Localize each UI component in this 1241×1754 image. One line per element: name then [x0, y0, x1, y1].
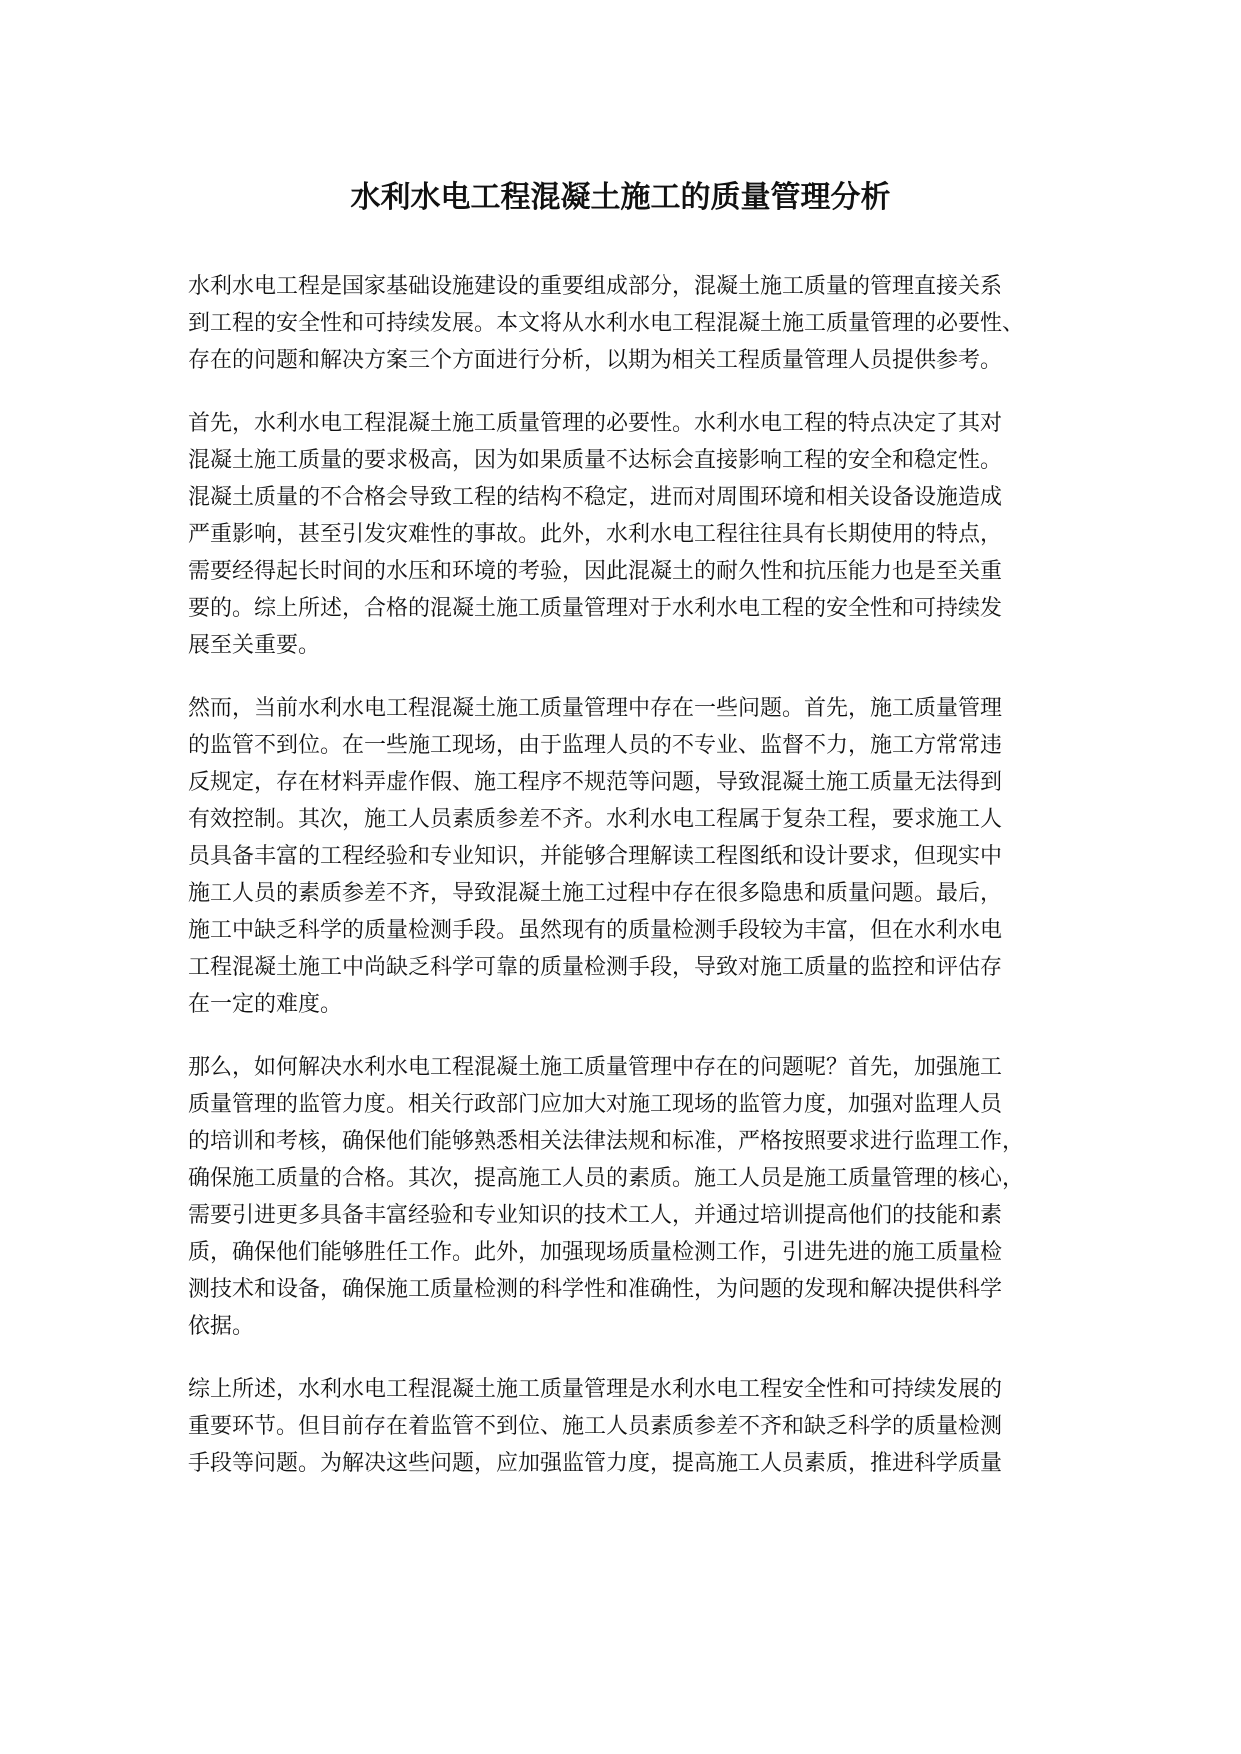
paragraph-line: 手段等问题。为解决这些问题，应加强监管力度，提高施工人员素质，推进科学质量 — [188, 1451, 1003, 1476]
paragraph-line: 需要引进更多具备丰富经验和专业知识的技术工人，并通过培训提高他们的技能和素 — [188, 1203, 1003, 1228]
paragraph-line: 测技术和设备，确保施工质量检测的科学性和准确性，为问题的发现和解决提供科学 — [188, 1277, 1003, 1302]
paragraph-line: 首先，水利水电工程混凝土施工质量管理的必要性。水利水电工程的特点决定了其对 — [188, 411, 1003, 436]
paragraph-line: 施工人员的素质参差不齐，导致混凝土施工过程中存在很多隐患和质量问题。最后， — [188, 881, 1003, 906]
paragraph-line: 质，确保他们能够胜任工作。此外，加强现场质量检测工作，引进先进的施工质量检 — [188, 1240, 1003, 1265]
paragraph-line: 水利水电工程是国家基础设施建设的重要组成部分，混凝土施工质量的管理直接关系 — [188, 274, 1003, 299]
paragraph-line: 的监管不到位。在一些施工现场，由于监理人员的不专业、监督不力，施工方常常违 — [188, 733, 1003, 758]
paragraph — [188, 690, 1078, 1023]
paragraph-line: 确保施工质量的合格。其次，提高施工人员的素质。施工人员是施工质量管理的核心， — [188, 1166, 1025, 1191]
paragraph-line: 存在的问题和解决方案三个方面进行分析，以期为相关工程质量管理人员提供参考。 — [188, 348, 1003, 373]
paragraph-line: 严重影响，甚至引发灾难性的事故。此外，水利水电工程往往具有长期使用的特点， — [188, 522, 1003, 547]
paragraph-line: 的培训和考核，确保他们能够熟悉相关法律法规和标准，严格按照要求进行监理工作， — [188, 1129, 1025, 1154]
paragraph — [188, 268, 1078, 379]
paragraph-line: 依据。 — [188, 1314, 255, 1339]
paragraph-line: 混凝土施工质量的要求极高，因为如果质量不达标会直接影响工程的安全和稳定性。 — [188, 448, 1003, 473]
document-body — [188, 268, 1078, 1508]
paragraph — [188, 1049, 1078, 1345]
paragraph-line: 要的。综上所述，合格的混凝土施工质量管理对于水利水电工程的安全性和可持续发 — [188, 596, 1003, 621]
paragraph-line: 需要经得起长时间的水压和环境的考验，因此混凝土的耐久性和抗压能力也是至关重 — [188, 559, 1003, 584]
document-title: 水利水电工程混凝土施工的质量管理分析 — [350, 180, 891, 215]
paragraph — [188, 1371, 1078, 1482]
paragraph-line: 然而，当前水利水电工程混凝土施工质量管理中存在一些问题。首先，施工质量管理 — [188, 696, 1003, 721]
paragraph-line: 员具备丰富的工程经验和专业知识，并能够合理解读工程图纸和设计要求，但现实中 — [188, 844, 1003, 869]
paragraph-line: 混凝土质量的不合格会导致工程的结构不稳定，进而对周围环境和相关设备设施造成 — [188, 485, 1003, 510]
paragraph-line: 质量管理的监管力度。相关行政部门应加大对施工现场的监管力度，加强对监理人员 — [188, 1092, 1003, 1117]
paragraph-line: 那么，如何解决水利水电工程混凝土施工质量管理中存在的问题呢？首先，加强施工 — [188, 1055, 1003, 1080]
paragraph-line: 施工中缺乏科学的质量检测手段。虽然现有的质量检测手段较为丰富，但在水利水电 — [188, 918, 1003, 943]
paragraph-line: 综上所述，水利水电工程混凝土施工质量管理是水利水电工程安全性和可持续发展的 — [188, 1377, 1003, 1402]
paragraph-line: 工程混凝土施工中尚缺乏科学可靠的质量检测手段，导致对施工质量的监控和评估存 — [188, 955, 1003, 980]
paragraph-line: 在一定的难度。 — [188, 992, 343, 1017]
paragraph-line: 到工程的安全性和可持续发展。本文将从水利水电工程混凝土施工质量管理的必要性、 — [188, 311, 1025, 336]
paragraph — [188, 405, 1078, 664]
paragraph-line: 有效控制。其次，施工人员素质参差不齐。水利水电工程属于复杂工程，要求施工人 — [188, 807, 1003, 832]
paragraph-line: 展至关重要。 — [188, 633, 321, 658]
paragraph-line: 重要环节。但目前存在着监管不到位、施工人员素质参差不齐和缺乏科学的质量检测 — [188, 1414, 1003, 1439]
paragraph-line: 反规定，存在材料弄虚作假、施工程序不规范等问题，导致混凝土施工质量无法得到 — [188, 770, 1003, 795]
